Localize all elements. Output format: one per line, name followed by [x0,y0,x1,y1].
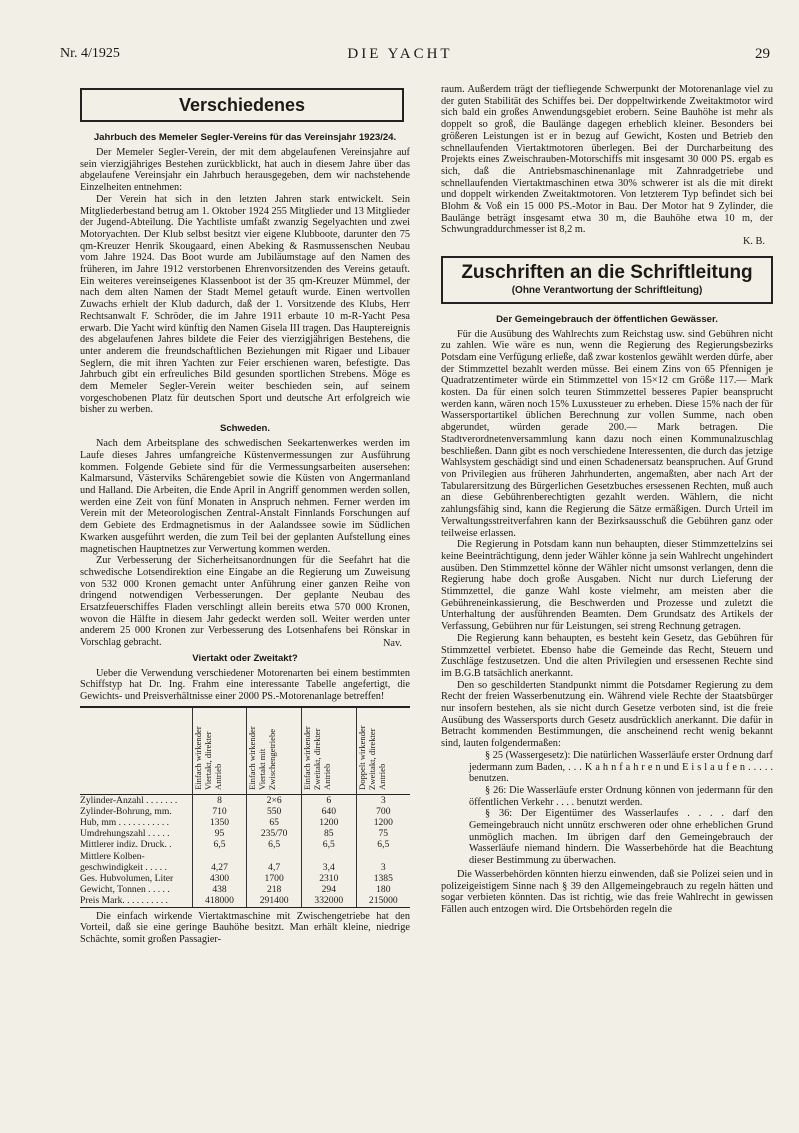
table-header-empty [80,707,192,795]
row-label: Zylinder-Bohrung, mm. [80,805,172,817]
table-cell: 6,5 [192,839,247,850]
table-row [80,851,410,862]
row-label: Umdrehungszahl . . . . . [80,828,170,840]
right-column [441,84,773,916]
article-paragraph: Den so geschilderten Standpunkt nimmt die Potsdamer Regierung zu dem Recht der freien Wasserbenutzung ein. Während viele Rechte der Staatsbürger nur insofern bestehen, als sie nicht durch Gesetze verboten sind, ist die freie Ausübung des Wassersports durch Gesetz ausdrücklich anerkannt. Die dafür in Betracht kommenden Bestimmungen, die anscheinend recht wenig bekannt sind, lauten folgendermaßen: [441,679,773,750]
table-header: Doppelt wirkender Zweitakt, direkter Antrieb [356,707,410,795]
table-cell: 6,5 [247,839,302,850]
article-title: Jahrbuch des Memeler Segler-Vereins für das Vereinsjahr 1923/24. [93,132,397,143]
table-row [80,873,410,884]
table-cell: 700 [356,806,410,817]
table-cell: 438 [192,884,247,895]
table-cell: 180 [356,884,410,895]
article-paragraph: Zur Verbesserung der Sicherheitsanordnungen für die Seefahrt hat die schwedische Lotsendirektion eine Eingabe an die Regierung um Zuweisung von 532 000 Kronen gemacht unter Anführung einer ganzen Reihe von dringend notwendigen Verbesserungen. Der geplante Neubau des Ersatzfeuerschiffes Fladen verschlingt allein bereits etwa 570 000 Kronen, wovon die Hälfte in diesem Jahr gedeckt werden soll. Weiter werden unter anderem 25 000 Kronen zur Verbesserung des Lotsenhafens bei Rönskar in Vorschlag gebracht. [80,555,410,649]
table-cell: 4,27 [192,862,247,873]
table-cell: 95 [192,828,247,839]
law-paragraph: § 25 (Wassergesetz): Die natürlichen Wasserläufe erster Ordnung darf jedermann zum Baden, . . . K a h n f a h r e n und E i s l a u f e n . . . . . benutzen. [469,749,773,785]
section-box-zuschriften [441,256,773,304]
article-title: Der Gemeingebrauch der öffentlichen Gewässer. [496,313,718,325]
table-cell: 3 [356,862,410,873]
table-row [80,895,410,907]
article-paragraph: raum. Außerdem trägt der tiefliegende Schwerpunkt der Motorenanlage viel zu der guten Stabilität des Schiffes bei. Der doppeltwirkende Zweitaktmotor wird sich bald ein großes Anwendungsgebiet erobern. Seine Bauhöhe ist mehr als doppelt so groß, die Baulänge dagegen erheblich kleiner. Besonders bei größeren Leistungen ist er in bezug auf Gewicht, Kosten und Betrieb den schnellaufenden Viertaktmotoren überlegen. Bei der Durcharbeitung des Projekts eines Zweischrauben-Motorschiffs mit insgesamt 30 000 PS. ergab es sich, daß die Antriebsmaschinenanlage mit Zahnradgetriebe und schnellaufenden Viertaktmaschinen etwa 30% schwerer ist als die mit direkt und doppelt wirkenden Zweitaktmotoren. Von letzterem Typ befindet sich bei Blohm & Voß ein 15 000 PS.-Motor in Bau. Der Motor hat 9 Zylinder, die Baulänge beträgt insgesamt etwa 30 m, die Bauhöhe etwa 10 m, der Schwungraddurchmesser ist 8,2 m. [441,84,773,236]
article-title: Viertakt oder Zweitakt? [192,652,298,664]
section-title: Verschiedenes [178,95,306,115]
motor-comparison-table [80,706,410,908]
table-cell: 294 [301,884,356,895]
row-label: geschwindigkeit . . . . . [80,861,167,873]
table-cell: 8 [192,794,247,806]
table-cell: 85 [301,828,356,839]
article-paragraph: Die einfach wirkende Viertaktmaschine mit Zwischengetriebe hat den Vorteil, daß sie eine geringe Bauhöhe besitzt. Man erhält kleine, niedrige Schächte, somit großen Passagier- [80,910,410,946]
table-row [80,884,410,895]
page-header [60,46,770,66]
table-cell: 640 [301,806,356,817]
table-cell: 218 [247,884,302,895]
row-label: Preis Mark. . . . . . . . . . [80,895,192,907]
row-label: Zylinder-Anzahl . . . . . . . [80,794,178,806]
table-cell: 1700 [247,873,302,884]
table-cell [192,851,247,862]
table-cell: 1350 [192,817,247,828]
table-row [80,806,410,817]
law-paragraph: § 26: Die Wasserläufe erster Ordnung können von jedermann für den öffentlichen Verkehr . . . . benutzt werden. [469,784,773,808]
section-box-verschiedenes [80,88,404,122]
table-cell [301,851,356,862]
section-title: Zuschriften an die Schriftleitung [461,261,753,283]
article-paragraph: Nach dem Arbeitsplane des schwedischen Seekartenwerkes werden im Laufe dieses Jahres umfangreiche Küstenvermessungen zur Ausführung kommen. Folgende Gebiete sind für die Vermessungsarbeiten ausersehen: Kalmarsund, Västerviks Schärengebiet sowie die Küsten von Angermanland und Halland. Die Arbeiten, die Ende April in Angriff genommen werden sollen, werden eine Zeit von fünf Monaten in Anspruch nehmen. Ferner werden im Verein mit der Meteorologischen Zentral-Anstalt Finnlands Forschungen auf dem Gebiete des Erdmagnetismus in der Aalandssee sowie im Südlichen Kwarken ausgeführt werden, die zum Teil bei der geplanten Aufstellung eines magnetischen Hauptnetzes zur Verwertung kommen werden. [80,438,410,555]
row-label: Mittlere Kolben- [80,850,145,862]
article-paragraph: Ueber die Verwendung verschiedener Motorenarten bei einem bestimmten Schiffstyp hat Dr. Ing. Frahm eine interessante Tabelle angefertigt, die Gewichts- und Preisverhältnisse einer 2000 PS.-Motorenanlage betreffen! [80,667,410,702]
table-cell: 6,5 [301,839,356,850]
table-cell: 418000 [192,895,247,907]
table-cell: 215000 [356,895,410,907]
section-subtitle: (Ohne Verantwortung der Schriftleitung) [511,284,703,296]
article-paragraph: Die Wasserbehörden könnten hierzu einwenden, daß sie Polizei seien und in polizeigeistigem Sinne nach § 39 den Allgemeingebrauch zu regeln hätten und sogar verbieten könnten. Das ist richtig, wie das freie Wahlrecht in gewissen Fällen auch entzogen wird. Die Ortsbehörden regeln die [441,868,773,915]
article-paragraph: Der Memeler Segler-Verein, der mit dem abgelaufenen Vereinsjahre auf sein vierzigjähriges Bestehen zurückblickt, hat auch in diesem Jahre über das abgelaufene Vereinsjahr ein Jahrbuch herausgegeben, dem wir nachstehende Einzelheiten entnehmen: [80,147,410,194]
table-cell: 3 [356,794,410,806]
table-header: Einfach wirkender Viertakt, direkter Antrieb [192,707,247,795]
article-paragraph: Für die Ausübung des Wahlrechts zum Reichstag usw. sind Gebühren nicht zu zahlen. Wie wäre es nun, wenn die Regierung des Regierungsbezirks Potsdam eine Verfügung erließe, daß zwar kostenlos gewählt werden dürfe, aber der Stimmzettel bezahlt werden müsse. Bei einem Zins von 65 Pfennigen je Quadratzentimeter würde ein Stimmzettel von 15×12 cm Größe 117.— Mark kosten. Da für einen solch teuren Stimmzettel besseres Papier beansprucht werden kann, wären noch 15% Luxussteuer zu erheben. Diese 15% nach der für Wassersportartikel üblichen Berechnung zur vollen Summe, nach oben abgerundet, würden gerade 200.— Mark betragen. Die Stadtverordnetenversammlung kann dazu noch einen Kommunalzuschlag beschließen. Dann gibt es noch verschiedene Interessenten, die durch das jetzige Wahlsystem geschädigt sind und einen Schadenersatz beanspruchen. Auf Grund von Privilegien aus früheren Jahrhunderten, angemaßten, aber nach Art der Tabularersitzung des Bürgerlichen Gesetzbuches ersessenen Rechten, muß auch an diese Gebührenberechtigten gezahlt werden. Wählern, die nicht zahlungsfähig sind, kann die Regierung die Sätze ermäßigen. Durch Urteil im Verwaltungsstreitverfahren kann der Bezirksausschuß die Gebühren ganz oder teilweise erlassen. [441,328,773,539]
table-cell: 2×6 [247,794,302,806]
table-cell: 1200 [301,817,356,828]
magazine-title: DIE YACHT [347,46,453,62]
table-cell: 1200 [356,817,410,828]
row-label: Gewicht, Tonnen . . . . . [80,884,170,896]
table-cell [247,851,302,862]
table-cell: 6 [301,794,356,806]
author-signature: Nav. [382,637,402,649]
article-paragraph: Der Verein hat sich in den letzten Jahren stark entwickelt. Sein Mitgliederbestand betrug am 1. Oktober 1924 255 Mitglieder und 13 Mitglieder der Jugend-Abteilung. Die Yachtliste umfaßt zwanzig Segelyachten und zwei Motoryachten. Der Klub selbst besitzt vier eigene Klubboote, darunter den 75 qm-Kreuzer Henrik Skougaard, einen Abeking & Rasmussenschen Neubau vom Jahre 1924. Das Boot wurde am Jubiläumstage auf den Namen des früheren, im Jahre 1912 verstorbenen Ehrenvorsitzenden des Vereins getauft. Ein weiteres vereinseigenes Klassenboot ist der 35 qm-Kreuzer Mümmel, der nach dem alten Namen der Stadt Memel getauft wurde. Einen wertvollen Zuwachs erhielt der Klub dadurch, daß der 1. Vorsitzende des Klubs, Herr Rechtsanwalt F. Schröder, die im Jahre 1911 erbaute 10 m-R-Yacht Pesa erwarb. Die Yacht wird künftig den Namen Gisela III tragen. Das Hauptereignis des abgelaufenen Jahres bildete die Feier des vierzigjährigen Bestehens, die unter anderem die freundschaftlichen Beziehungen mit Rigaer und Libauer Seglern, die mit ihren Yachten zur Feier erschienen waren, befestigte. Das Jahrbuch gibt ein erfreuliches Bild gesunden sportlichen Strebens. Möge es dem Memeler Segler-Verein weiter beschieden sein, auf seinem vorgeschobenen Platz für deutschen Sport und deutsche Art erfolgreich wie bisher zu werben. [80,193,410,416]
table-header: Einfach wirkender Viertakt mit Zwischengetriebe [247,707,302,795]
row-label: Mittlerer indiz. Druck. . [80,839,172,851]
table-cell: 710 [192,806,247,817]
table-cell: 75 [356,828,410,839]
article-paragraph: Die Regierung kann behaupten, es besteht kein Gesetz, das Gebühren für Stimmzettel verbietet. Ebenso habe die Gemeinde das Recht, Steuern und Zuschläge festzusetzen. Und die alten Privilegien und ersessenen Rechte sind im B.G.B tatsächlich anerkannt. [441,632,773,679]
author-signature: K. B. [742,236,765,248]
table-row [80,794,410,806]
table-cell: 332000 [301,895,356,907]
article-paragraph: Die Regierung in Potsdam kann nun behaupten, dieser Stimmzettelzins sei keine Beeinträchtigung, denn jeder Wähler könne ja sein Wahlrecht ungehindert ausüben. Den Stimmzettel könne der Wähler nicht umsonst verlangen, denn die Regierung habe doch große Ausgaben. Nicht nur durch Lieferung der Stimmzettel, die ganze Wahl koste vielmehr, am meisten aber die Gebühreneinkassierung, die Beschwerden und Prozesse und zuletzt die Unterhaltung der ausführenden Beamten. Dem Grundsatz des Artikels der Verfassung, Gebühren nur für Leistungen, sei streng Rechnung getragen. [441,539,773,633]
issue-number: Nr. 4/1925 [60,46,120,61]
table-cell: 2310 [301,873,356,884]
table-cell: 4300 [192,873,247,884]
table-cell: 291400 [247,895,302,907]
table-row [80,839,410,850]
table-row [80,862,410,873]
row-label: Ges. Hubvolumen, Liter [80,873,174,885]
table-cell: 4,7 [247,862,302,873]
left-column [80,88,410,946]
table-cell: 550 [247,806,302,817]
table-cell: 235/70 [247,828,302,839]
table-cell: 3,4 [301,862,356,873]
row-label: Hub, mm . . . . . . . . . . . [80,817,170,829]
table-header: Einfach wirkender Zweitakt, direkter Antrieb [301,707,356,795]
article-title: Schweden. [219,423,271,435]
table-row [80,828,410,839]
table-header-row [80,707,410,795]
table-cell: 65 [247,817,302,828]
table-row [80,817,410,828]
table-cell: 1385 [356,873,410,884]
table-cell: 6,5 [356,839,410,850]
page-number: 29 [755,46,770,62]
law-paragraph: § 36: Der Eigentümer des Wasserlaufes . . . . darf den Gemeingebrauch nicht unnütz erschweren oder ohne erheblichen Grund unmöglich machen. Im übrigen darf den Gemeingebrauch der Wasserläufe niemand hindern. Die Wasserbehörde hat die Beachtung dieser Bestimmung zu überwachen. [469,808,773,867]
table-cell [356,851,410,862]
